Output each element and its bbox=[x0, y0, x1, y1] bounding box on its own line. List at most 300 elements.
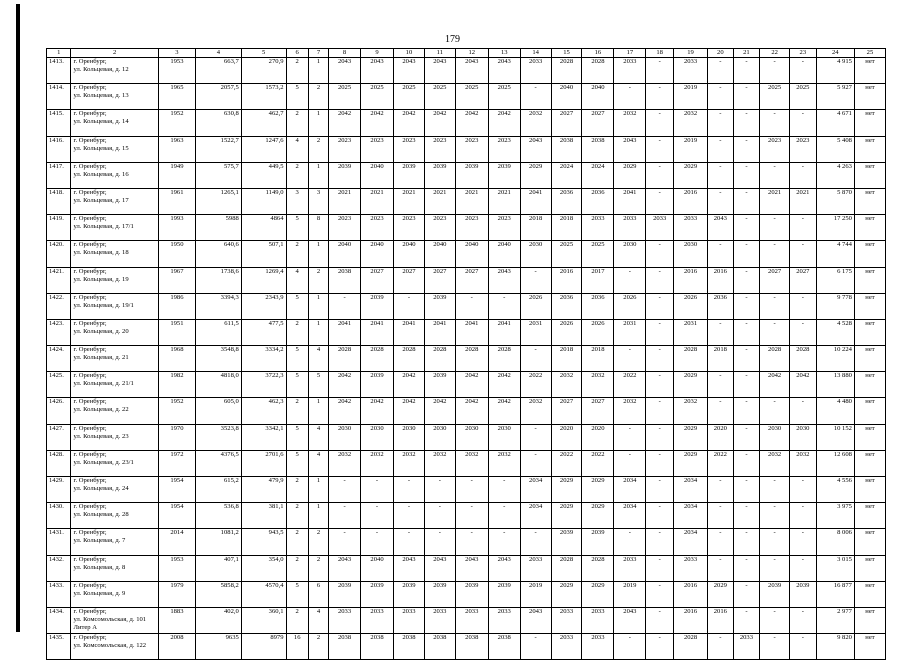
planned-year: 2032 bbox=[394, 450, 425, 476]
address-cell bbox=[71, 136, 158, 162]
planned-year: 2043 bbox=[424, 58, 455, 84]
planned-year: 2039 bbox=[551, 529, 582, 555]
planned-year: 2038 bbox=[582, 136, 614, 162]
total-area: 1522,7 bbox=[196, 136, 242, 162]
planned-year: 2039 bbox=[455, 162, 488, 188]
floors-count: 2 bbox=[286, 319, 308, 345]
floors-count: 16 bbox=[286, 634, 308, 660]
planned-year: - bbox=[646, 607, 674, 633]
planned-year: - bbox=[733, 477, 760, 503]
planned-year: 2036 bbox=[551, 293, 582, 319]
planned-year: - bbox=[760, 529, 790, 555]
planned-year: 2023 bbox=[424, 136, 455, 162]
planned-year: 2042 bbox=[394, 398, 425, 424]
planned-year: 2033 bbox=[674, 215, 708, 241]
planned-year: 2016 bbox=[674, 188, 708, 214]
total-cost: 9 778 bbox=[816, 293, 854, 319]
living-area: 4864 bbox=[241, 215, 286, 241]
planned-year: - bbox=[646, 529, 674, 555]
floors-count: 2 bbox=[286, 162, 308, 188]
planned-year: 2038 bbox=[488, 634, 520, 660]
column-number: 22 bbox=[760, 49, 790, 58]
total-area: 536,8 bbox=[196, 503, 242, 529]
planned-year: 2029 bbox=[708, 581, 734, 607]
planned-year: 2028 bbox=[760, 346, 790, 372]
column-number-row bbox=[47, 49, 886, 58]
address-line: г. Оренбург, bbox=[73, 581, 107, 589]
address-cell bbox=[71, 346, 158, 372]
planned-year: 2032 bbox=[520, 398, 551, 424]
status-flag: нет bbox=[854, 136, 885, 162]
row-number: 1419. bbox=[47, 215, 71, 241]
construction-year: 1954 bbox=[158, 477, 195, 503]
total-cost: 4 528 bbox=[816, 319, 854, 345]
planned-year: 2030 bbox=[760, 424, 790, 450]
planned-year: - bbox=[708, 110, 734, 136]
address-cell bbox=[71, 555, 158, 581]
planned-year: 2032 bbox=[329, 450, 361, 476]
planned-year: 2034 bbox=[674, 503, 708, 529]
planned-year: - bbox=[646, 634, 674, 660]
living-area: 1247,6 bbox=[241, 136, 286, 162]
column-number: 16 bbox=[582, 49, 614, 58]
planned-year: - bbox=[790, 319, 817, 345]
planned-year: 2023 bbox=[488, 136, 520, 162]
status-flag: нет bbox=[854, 372, 885, 398]
total-cost: 17 250 bbox=[816, 215, 854, 241]
planned-year: 2032 bbox=[674, 398, 708, 424]
planned-year: 2029 bbox=[614, 162, 646, 188]
planned-year: 2022 bbox=[582, 450, 614, 476]
planned-year: 2016 bbox=[551, 267, 582, 293]
planned-year: 2023 bbox=[424, 215, 455, 241]
living-area: 462,7 bbox=[241, 110, 286, 136]
planned-year: 2030 bbox=[790, 424, 817, 450]
living-area: 449,5 bbox=[241, 162, 286, 188]
floors-count: 4 bbox=[286, 136, 308, 162]
floors-count: 2 bbox=[286, 607, 308, 633]
total-cost: 4 671 bbox=[816, 110, 854, 136]
planned-year: - bbox=[760, 503, 790, 529]
planned-year: - bbox=[488, 477, 520, 503]
planned-year: - bbox=[760, 319, 790, 345]
total-area: 630,8 bbox=[196, 110, 242, 136]
entrances-count: 4 bbox=[308, 450, 328, 476]
planned-year: 2020 bbox=[708, 424, 734, 450]
column-number: 14 bbox=[520, 49, 551, 58]
planned-year: 2043 bbox=[455, 58, 488, 84]
planned-year: - bbox=[790, 529, 817, 555]
planned-year: 2019 bbox=[674, 136, 708, 162]
total-cost: 3 015 bbox=[816, 555, 854, 581]
planned-year: 2042 bbox=[394, 372, 425, 398]
planned-year: - bbox=[361, 503, 394, 529]
planned-year: - bbox=[708, 162, 734, 188]
column-number: 8 bbox=[329, 49, 361, 58]
planned-year: 2041 bbox=[614, 188, 646, 214]
planned-year: 2039 bbox=[361, 581, 394, 607]
entrances-count: 2 bbox=[308, 634, 328, 660]
table-row bbox=[47, 529, 886, 555]
total-cost: 5 408 bbox=[816, 136, 854, 162]
address-cell bbox=[71, 162, 158, 188]
planned-year: - bbox=[790, 503, 817, 529]
construction-year: 1952 bbox=[158, 398, 195, 424]
living-area: 507,1 bbox=[241, 241, 286, 267]
total-cost: 4 480 bbox=[816, 398, 854, 424]
total-cost: 4 556 bbox=[816, 477, 854, 503]
planned-year: 2039 bbox=[329, 162, 361, 188]
planned-year: 2027 bbox=[424, 267, 455, 293]
planned-year: 2033 bbox=[424, 607, 455, 633]
address-cell bbox=[71, 215, 158, 241]
row-number: 1421. bbox=[47, 267, 71, 293]
construction-year: 1993 bbox=[158, 215, 195, 241]
entrances-count: 5 bbox=[308, 372, 328, 398]
planned-year: 2027 bbox=[582, 398, 614, 424]
status-flag: нет bbox=[854, 241, 885, 267]
living-area: 4570,4 bbox=[241, 581, 286, 607]
planned-year: - bbox=[733, 58, 760, 84]
planned-year: 2029 bbox=[674, 424, 708, 450]
planned-year: 2029 bbox=[582, 503, 614, 529]
total-area: 402,0 bbox=[196, 607, 242, 633]
floors-count: 2 bbox=[286, 477, 308, 503]
living-area: 3722,3 bbox=[241, 372, 286, 398]
total-cost: 4 744 bbox=[816, 241, 854, 267]
total-area: 575,7 bbox=[196, 162, 242, 188]
construction-year: 1961 bbox=[158, 188, 195, 214]
planned-year: 2022 bbox=[614, 372, 646, 398]
planned-year: 2032 bbox=[455, 450, 488, 476]
address-line: ул. Кольцевая, д. 23/1 bbox=[73, 458, 134, 466]
planned-year: 2042 bbox=[488, 398, 520, 424]
address-cell bbox=[71, 581, 158, 607]
planned-year: 2030 bbox=[394, 424, 425, 450]
planned-year: 2028 bbox=[674, 634, 708, 660]
address-line: ул. Кольцевая, д. 22 bbox=[73, 406, 129, 414]
planned-year: 2030 bbox=[674, 241, 708, 267]
planned-year: - bbox=[329, 529, 361, 555]
planned-year: - bbox=[455, 529, 488, 555]
address-line: ул. Кольцевая, д. 21/1 bbox=[73, 380, 134, 388]
construction-year: 2014 bbox=[158, 529, 195, 555]
planned-year: 2038 bbox=[361, 634, 394, 660]
planned-year: 2028 bbox=[674, 346, 708, 372]
status-flag: нет bbox=[854, 110, 885, 136]
planned-year: - bbox=[646, 555, 674, 581]
column-number: 9 bbox=[361, 49, 394, 58]
planned-year: 2039 bbox=[424, 162, 455, 188]
column-number: 5 bbox=[241, 49, 286, 58]
planned-year: 2032 bbox=[361, 450, 394, 476]
table-row bbox=[47, 241, 886, 267]
planned-year: 2022 bbox=[708, 450, 734, 476]
table-row bbox=[47, 215, 886, 241]
planned-year: 2042 bbox=[329, 372, 361, 398]
address-line: ул. Кольцевая, д. 15 bbox=[73, 144, 129, 152]
row-number: 1422. bbox=[47, 293, 71, 319]
planned-year: 2042 bbox=[455, 110, 488, 136]
planned-year: - bbox=[646, 424, 674, 450]
planned-year: 2033 bbox=[488, 607, 520, 633]
planned-year: - bbox=[733, 346, 760, 372]
planned-year: 2043 bbox=[614, 136, 646, 162]
entrances-count: 8 bbox=[308, 215, 328, 241]
planned-year: - bbox=[424, 529, 455, 555]
planned-year: 2042 bbox=[361, 398, 394, 424]
planned-year: - bbox=[394, 529, 425, 555]
planned-year: 2026 bbox=[614, 293, 646, 319]
planned-year: 2032 bbox=[488, 450, 520, 476]
planned-year: 2018 bbox=[708, 346, 734, 372]
status-flag: нет bbox=[854, 267, 885, 293]
planned-year: 2034 bbox=[520, 503, 551, 529]
planned-year: - bbox=[733, 241, 760, 267]
table-row bbox=[47, 319, 886, 345]
planned-year: 2033 bbox=[520, 555, 551, 581]
planned-year: 2021 bbox=[455, 188, 488, 214]
planned-year: - bbox=[646, 241, 674, 267]
planned-year: 2023 bbox=[361, 136, 394, 162]
total-area: 5988 bbox=[196, 215, 242, 241]
construction-year: 1953 bbox=[158, 58, 195, 84]
planned-year: - bbox=[790, 58, 817, 84]
living-area: 1573,2 bbox=[241, 84, 286, 110]
address-cell bbox=[71, 319, 158, 345]
planned-year: 2034 bbox=[614, 477, 646, 503]
planned-year: 2023 bbox=[361, 215, 394, 241]
construction-year: 1953 bbox=[158, 555, 195, 581]
living-area: 477,5 bbox=[241, 319, 286, 345]
row-number: 1433. bbox=[47, 581, 71, 607]
planned-year: 2042 bbox=[790, 372, 817, 398]
planned-year: - bbox=[760, 634, 790, 660]
planned-year: - bbox=[760, 162, 790, 188]
planned-year: 2033 bbox=[646, 215, 674, 241]
row-number: 1431. bbox=[47, 529, 71, 555]
planned-year: 2029 bbox=[551, 477, 582, 503]
planned-year: 2029 bbox=[582, 581, 614, 607]
table-row bbox=[47, 424, 886, 450]
living-area: 1269,4 bbox=[241, 267, 286, 293]
floors-count: 2 bbox=[286, 241, 308, 267]
column-number: 4 bbox=[196, 49, 242, 58]
planned-year: 2036 bbox=[582, 293, 614, 319]
planned-year: 2027 bbox=[582, 110, 614, 136]
address-line: ул. Комсомольская, д. 122 bbox=[73, 642, 147, 650]
status-flag: нет bbox=[854, 529, 885, 555]
row-number: 1434. bbox=[47, 607, 71, 633]
planned-year: - bbox=[733, 188, 760, 214]
planned-year: - bbox=[760, 555, 790, 581]
planned-year: - bbox=[790, 555, 817, 581]
address-line: г. Оренбург, bbox=[73, 398, 107, 406]
total-cost: 5 870 bbox=[816, 188, 854, 214]
entrances-count: 2 bbox=[308, 136, 328, 162]
floors-count: 2 bbox=[286, 503, 308, 529]
address-cell bbox=[71, 634, 158, 660]
planned-year: 2039 bbox=[424, 581, 455, 607]
planned-year: 2021 bbox=[760, 188, 790, 214]
entrances-count: 2 bbox=[308, 529, 328, 555]
planned-year: 2040 bbox=[361, 241, 394, 267]
living-area: 3342,1 bbox=[241, 424, 286, 450]
planned-year: 2039 bbox=[760, 581, 790, 607]
table-row bbox=[47, 398, 886, 424]
planned-year: 2027 bbox=[551, 110, 582, 136]
address-line: г. Оренбург, bbox=[73, 634, 107, 642]
planned-year: - bbox=[520, 267, 551, 293]
planned-year: 2018 bbox=[520, 215, 551, 241]
planned-year: 2042 bbox=[760, 372, 790, 398]
planned-year: - bbox=[733, 607, 760, 633]
address-line: ул. Комсомольская, д. 101 bbox=[73, 615, 147, 623]
column-number: 20 bbox=[708, 49, 734, 58]
planned-year: 2033 bbox=[614, 555, 646, 581]
table-row bbox=[47, 477, 886, 503]
planned-year: 2043 bbox=[614, 607, 646, 633]
address-line: г. Оренбург, bbox=[73, 188, 107, 196]
planned-year: - bbox=[394, 477, 425, 503]
planned-year: - bbox=[760, 110, 790, 136]
planned-year: 2033 bbox=[394, 607, 425, 633]
planned-year: 2043 bbox=[488, 555, 520, 581]
address-cell bbox=[71, 503, 158, 529]
address-line: г. Оренбург, bbox=[73, 346, 107, 354]
total-area: 611,5 bbox=[196, 319, 242, 345]
total-cost: 16 877 bbox=[816, 581, 854, 607]
planned-year: 2021 bbox=[394, 188, 425, 214]
address-line: г. Оренбург, bbox=[73, 267, 107, 275]
planned-year: - bbox=[520, 634, 551, 660]
planned-year: 2043 bbox=[361, 58, 394, 84]
planned-year: 2040 bbox=[424, 241, 455, 267]
row-number: 1414. bbox=[47, 84, 71, 110]
entrances-count: 6 bbox=[308, 581, 328, 607]
floors-count: 2 bbox=[286, 58, 308, 84]
living-area: 479,9 bbox=[241, 477, 286, 503]
planned-year: 2024 bbox=[582, 162, 614, 188]
column-number: 12 bbox=[455, 49, 488, 58]
address-cell bbox=[71, 293, 158, 319]
planned-year: 2021 bbox=[790, 188, 817, 214]
planned-year: 2034 bbox=[674, 529, 708, 555]
planned-year: - bbox=[520, 529, 551, 555]
status-flag: нет bbox=[854, 424, 885, 450]
planned-year: 2027 bbox=[361, 267, 394, 293]
address-line: г. Оренбург, bbox=[73, 477, 107, 484]
address-cell bbox=[71, 84, 158, 110]
planned-year: 2034 bbox=[520, 477, 551, 503]
address-line: ул. Кольцевая, д. 28 bbox=[73, 511, 129, 519]
entrances-count: 1 bbox=[308, 241, 328, 267]
floors-count: 5 bbox=[286, 215, 308, 241]
column-number: 23 bbox=[790, 49, 817, 58]
total-cost: 10 152 bbox=[816, 424, 854, 450]
planned-year: 2043 bbox=[488, 58, 520, 84]
planned-year: - bbox=[733, 450, 760, 476]
planned-year: 2042 bbox=[424, 398, 455, 424]
planned-year: 2019 bbox=[674, 84, 708, 110]
table-row bbox=[47, 84, 886, 110]
planned-year: 2041 bbox=[424, 319, 455, 345]
entrances-count: 1 bbox=[308, 58, 328, 84]
planned-year: 2025 bbox=[582, 241, 614, 267]
planned-year: - bbox=[646, 58, 674, 84]
planned-year: 2034 bbox=[674, 477, 708, 503]
planned-year: - bbox=[614, 529, 646, 555]
planned-year: - bbox=[708, 477, 734, 503]
planned-year: 2041 bbox=[329, 319, 361, 345]
planned-year: 2021 bbox=[424, 188, 455, 214]
total-cost: 13 880 bbox=[816, 372, 854, 398]
column-number: 6 bbox=[286, 49, 308, 58]
row-number: 1415. bbox=[47, 110, 71, 136]
planned-year: 2027 bbox=[790, 267, 817, 293]
address-line: ул. Кольцевая, д. 20 bbox=[73, 327, 129, 335]
planned-year: 2029 bbox=[674, 450, 708, 476]
planned-year: 2018 bbox=[551, 215, 582, 241]
planned-year: 2038 bbox=[455, 634, 488, 660]
planned-year: 2043 bbox=[708, 215, 734, 241]
row-number: 1430. bbox=[47, 503, 71, 529]
entrances-count: 1 bbox=[308, 398, 328, 424]
construction-year: 1952 bbox=[158, 110, 195, 136]
planned-year: 2032 bbox=[424, 450, 455, 476]
row-number: 1426. bbox=[47, 398, 71, 424]
total-cost: 4 263 bbox=[816, 162, 854, 188]
row-number: 1428. bbox=[47, 450, 71, 476]
planned-year: - bbox=[455, 503, 488, 529]
planned-year: - bbox=[733, 136, 760, 162]
address-line: ул. Кольцевая, д. 9 bbox=[73, 589, 126, 597]
construction-year: 1982 bbox=[158, 372, 195, 398]
planned-year: - bbox=[790, 398, 817, 424]
total-area: 4818,0 bbox=[196, 372, 242, 398]
entrances-count: 1 bbox=[308, 110, 328, 136]
planned-year: 2026 bbox=[551, 319, 582, 345]
construction-year: 1951 bbox=[158, 319, 195, 345]
floors-count: 2 bbox=[286, 398, 308, 424]
planned-year: 2033 bbox=[614, 215, 646, 241]
planned-year: - bbox=[708, 136, 734, 162]
planned-year: 2016 bbox=[708, 607, 734, 633]
row-number: 1413. bbox=[47, 58, 71, 84]
floors-count: 5 bbox=[286, 424, 308, 450]
planned-year: 2025 bbox=[488, 84, 520, 110]
planned-year: 2041 bbox=[394, 319, 425, 345]
planned-year: 2025 bbox=[790, 84, 817, 110]
entrances-count: 3 bbox=[308, 188, 328, 214]
address-line: г. Оренбург, bbox=[73, 372, 107, 380]
construction-year: 1954 bbox=[158, 503, 195, 529]
planned-year: 2028 bbox=[488, 346, 520, 372]
planned-year: - bbox=[646, 162, 674, 188]
address-line: ул. Кольцевая, д. 18 bbox=[73, 249, 129, 257]
planned-year: 2028 bbox=[361, 346, 394, 372]
planned-year: 2039 bbox=[361, 293, 394, 319]
planned-year: - bbox=[646, 84, 674, 110]
planned-year: - bbox=[520, 346, 551, 372]
planned-year: 2042 bbox=[424, 110, 455, 136]
address-line: ул. Кольцевая, д. 13 bbox=[73, 92, 129, 100]
status-flag: нет bbox=[854, 84, 885, 110]
planned-year: - bbox=[646, 346, 674, 372]
address-line: г. Оренбург, bbox=[73, 136, 107, 144]
planned-year: 2025 bbox=[361, 84, 394, 110]
planned-year: - bbox=[733, 529, 760, 555]
